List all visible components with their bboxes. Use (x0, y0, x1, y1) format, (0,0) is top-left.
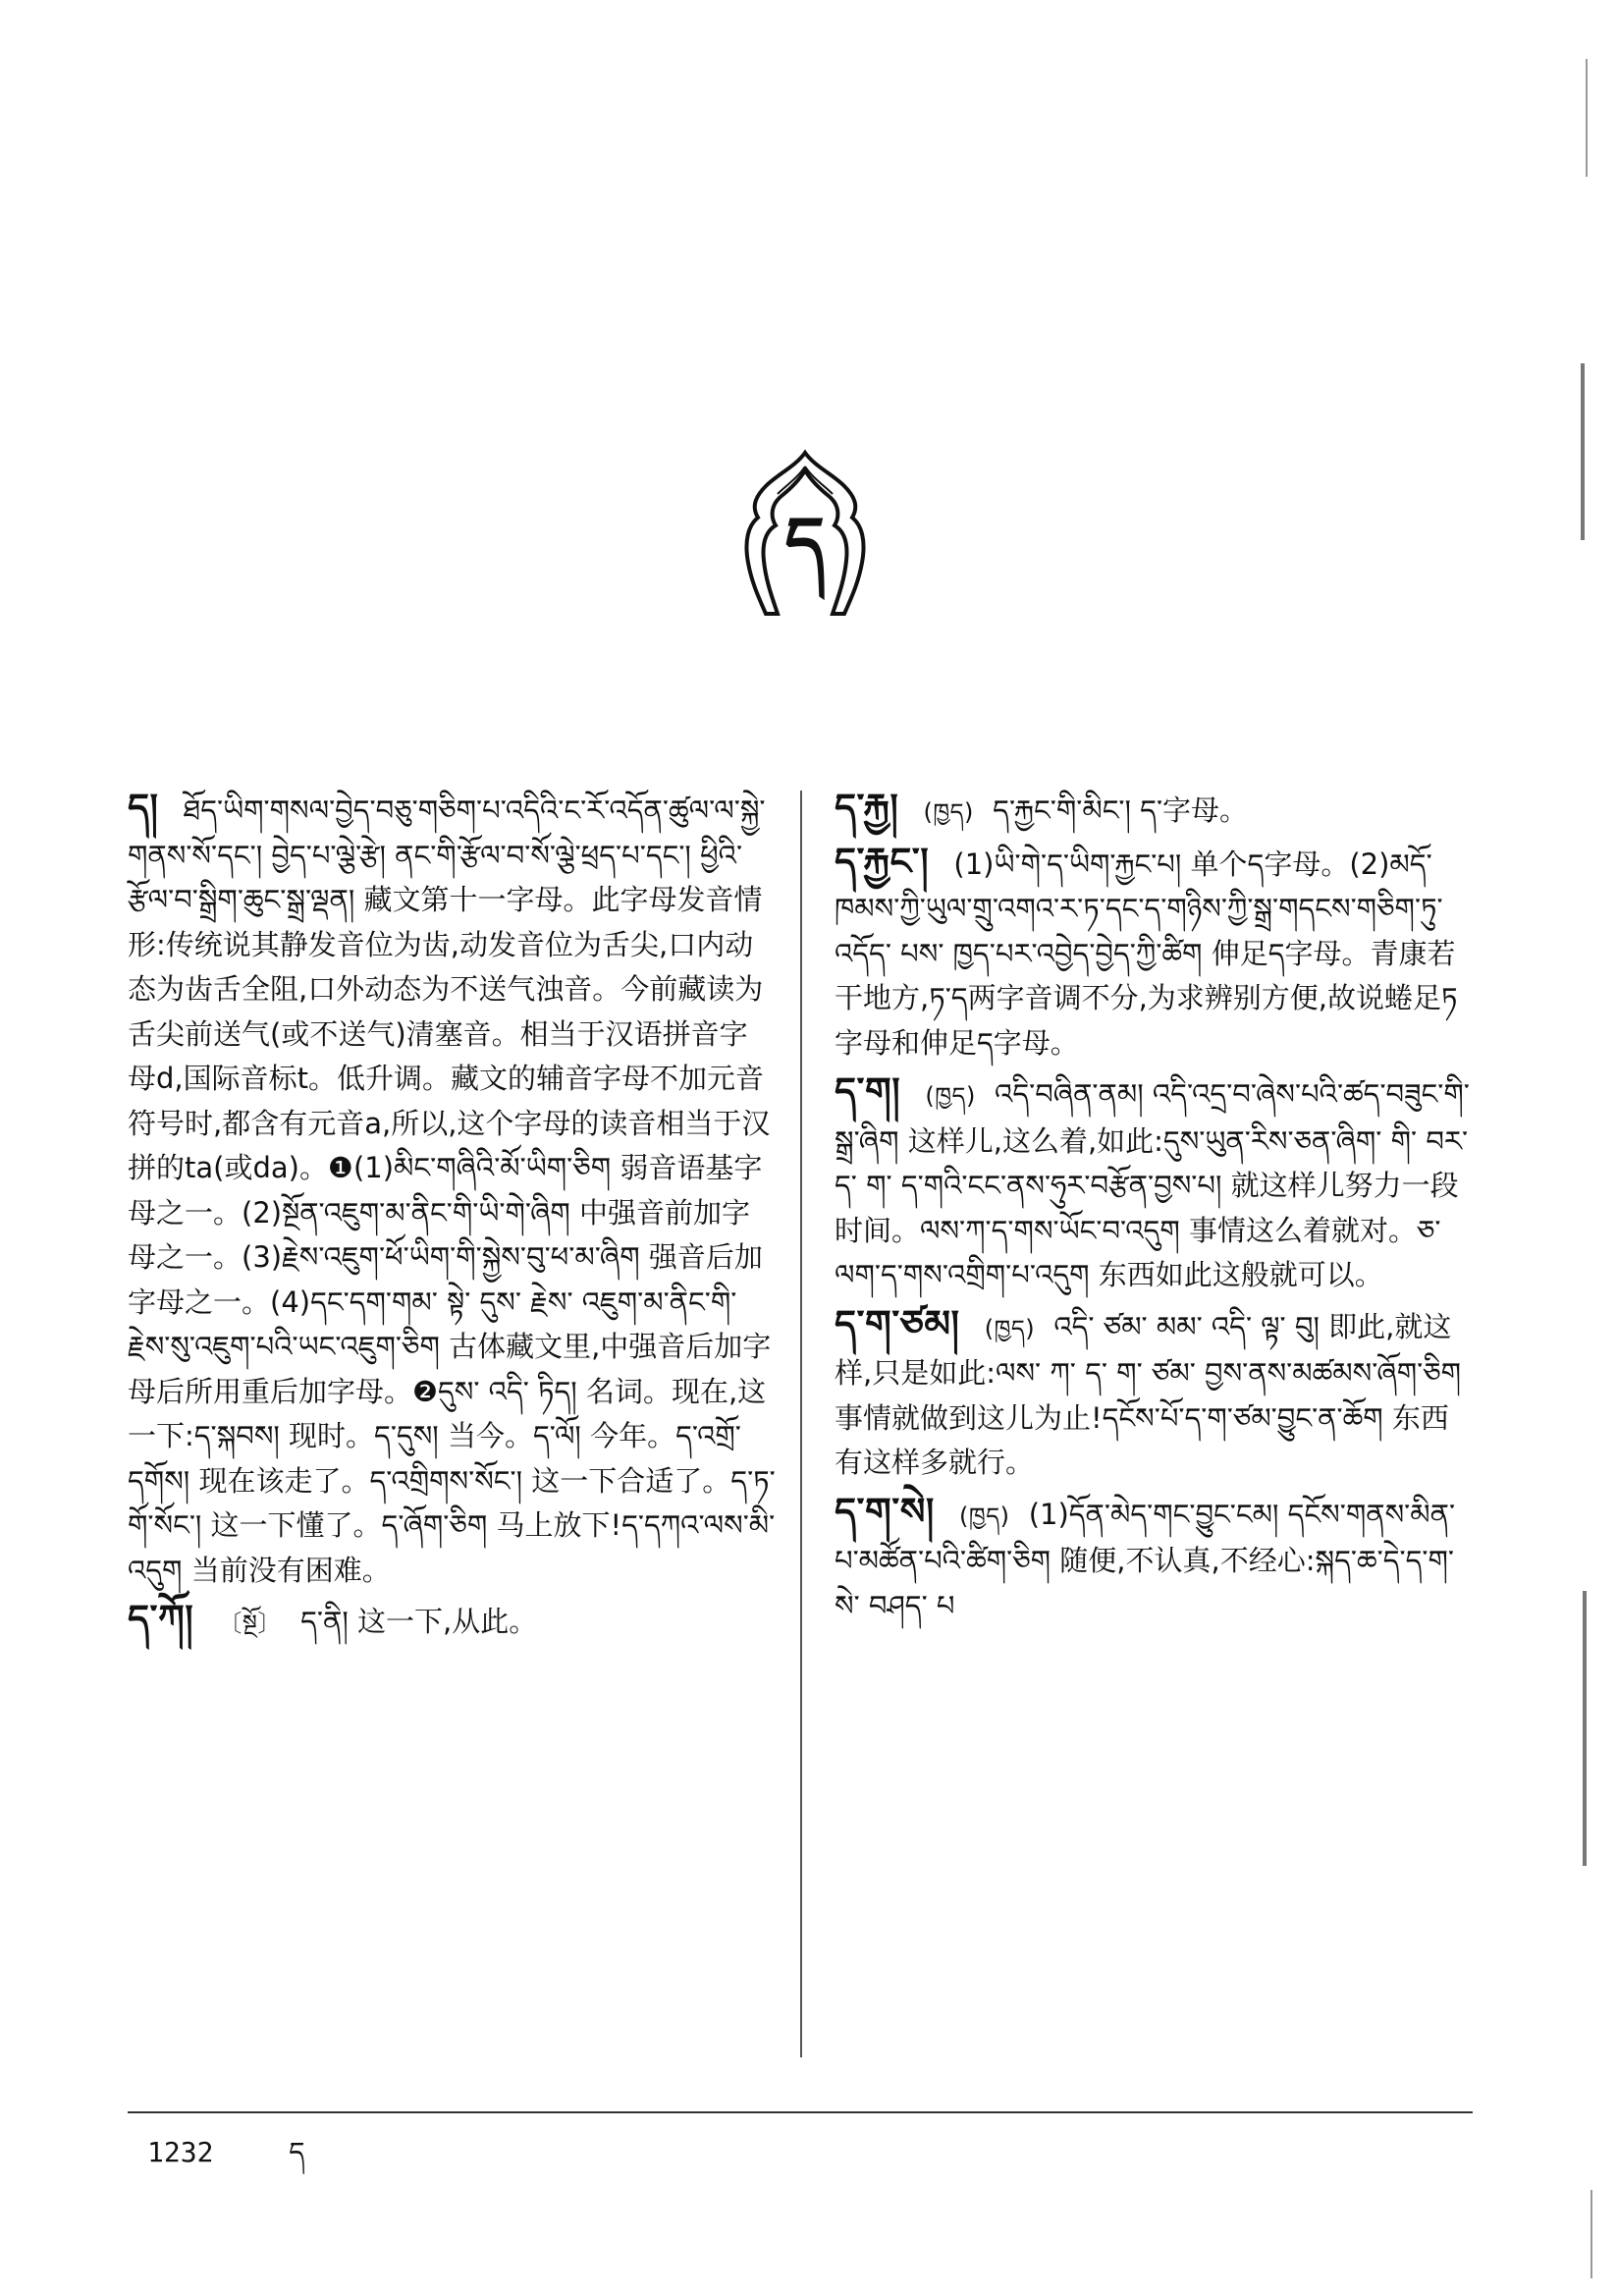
running-letter: ད (289, 2136, 306, 2168)
dictionary-entry (835, 1302, 1473, 1486)
entry-body: (1)དོན་མེད་གང་བྱུང་ངམ། དངོས་གནས་མིན་པ་མཚོན་པའི་ཚིག་ཅིག 随便,不认真,不经心:སྐད་ཆ་དེ་ད་ག་སེ་ བཤད་ པ (835, 1497, 1456, 1622)
scan-mark (1590, 2190, 1592, 2278)
dictionary-entry (835, 1069, 1473, 1298)
entry-headword: ད་ག་ཙམ། (835, 1301, 960, 1345)
section-letter: ད (784, 502, 826, 582)
left-column (128, 786, 776, 1651)
entry-part-of-speech: (ཁྱད) (923, 798, 974, 826)
entry-headword: ད། (128, 786, 159, 829)
column-divider (800, 791, 802, 2057)
entry-body: ད་རྐྱང་གི་མིང་། ད་字母。 (993, 793, 1249, 827)
page-number: 1232 (147, 2136, 214, 2168)
entry-body: (1)ཡི་གེ་ད་ཡིག་རྐྱང་པ། 单个ད字母。(2)མདོ་ཁམས་ཀྱི་ཡུལ་གྲུ་འགའ་ར་ཏ་དང་ད་གཉིས་ཀྱི་སྒྲ་གདངས་གཅིག་ཏུ་ འདོད་ པས་ ཁྱད་པར་འབྱེད་བྱེད་ཀྱི་ཚིག 伸足ད字母。青康若干地方,ཏ་ད两字音调不分,为求辨别方便,故说蜷足ཏ字母和伸足ད字母。 (835, 847, 1458, 1060)
entry-part-of-speech: 〔སྔོ〕 (218, 1610, 282, 1637)
dictionary-entry (128, 1597, 776, 1647)
entry-body: འདི་ ཙམ་ མམ་ འདི་ ལྟ་ བུ། 即此,就这样,只是如此:ལས་ ཀ་ ད་ ག་ ཙམ་ བྱས་ནས་མཚམས་ཞོག་ཅིག 事情就做到这儿为止!དངོས་པོ་ད་ག་ཙམ་བྱུང་ན་ཆོག 东西有这样多就行。 (835, 1309, 1462, 1479)
entry-headword: ད་ག། (835, 1069, 901, 1113)
entry-body: འདི་བཞིན་ནམ། འདི་འདྲ་བ་ཞེས་པའི་ཚད་བཟུང་གི་སྒྲ་ཞིག 这样儿,这么着,如此:དུས་ཡུན་རིས་ཅན་ཞིག་ གི་ བར་ ད་ ག་ ད་གའི་ངང་ནས་ཧུར་བརྩོན་བྱས་པ། 就这样儿努力一段时间。ལས་ཀ་ད་གས་ཡོང་བ་འདུག 事情这么着就对。ཅ་ལག་ད་གས་འགྲིག་པ་འདུག 东西如此这般就可以。 (835, 1077, 1470, 1291)
page-footer (147, 2121, 364, 2199)
footer-rule (128, 2111, 1473, 2113)
dictionary-entry (835, 1490, 1473, 1629)
section-emblem (727, 447, 884, 619)
scan-mark (1583, 1591, 1587, 1866)
dictionary-entry (835, 840, 1473, 1066)
right-column (835, 786, 1473, 1632)
entry-headword: ད་ཀོ། (128, 1597, 194, 1640)
entry-body: ཐོད་ཡིག་གསལ་བྱེད་བཅུ་གཅིག་པ་འདིའི་ང་རོ་འདོན་ཚུལ་ལ་སྐྱེ་གནས་སོ་དང་། བྱེད་པ་ལྕེ་རྩེ། ནང་གི་རྩོལ་བ་སོ་ལྕེ་ཕྲད་པ་དང་། ཕྱིའི་རྩོལ་བ་སྒྲིག་ཆུང་སྒྲ་ལྡན། 藏文第十一字母。此字母发音情形:传统说其静发音位为齿,动发音位为舌尖,口内动态为齿舌全阻,口外动态为不送气浊音。今前藏读为舌尖前送气(或不送气)清塞音。相当于汉语拼音字母d,国际音标t。低升调。藏文的辅音字母不加元音符号时,都含有元音a,所以,这个字母的读音相当于汉拼的ta(或da)。❶(1)མིང་གཞིའི་མོ་ཡིག་ཅིག 弱音语基字母之一。(2)སྔོན་འཇུག་མ་ནིང་གི་ཡི་གེ་ཞིག 中强音前加字母之一。(3)རྗེས་འཇུག་ཕོ་ཡིག་གི་སྐྱེས་བུ་ཕ་མ་ཞིག 强音后加字母之一。(4)དང་དག་གམ་ སྟེ་ དུས་ རྗེས་ འཇུག་མ་ནིང་གི་རྗེས་སུ་འཇུག་པའི་ཡང་འཇུག་ཅིག 古体藏文里,中强音后加字母后所用重后加字母。❷དུས་ འདི་ ཏིད། 名词。现在,这一下:ད་སྐབས། 现时。ད་དུས། 当今。ད་ལོ། 今年。ད་འགྲོ་དགོས། 现在该走了。ད་འགྲིགས་སོང་། 这一下合适了。ད་ཏ་གོ་སོང་། 这一下懂了。ད་ཞོག་ཅིག 马上放下!ད་དཀའ་ལས་མི་འདུག 当前没有困难。 (128, 793, 776, 1587)
entry-part-of-speech: (ཁྱད) (925, 1082, 976, 1110)
entry-headword: ད་རྐྱང་། (835, 839, 930, 883)
entry-part-of-speech: (ཁྱད) (959, 1502, 1010, 1530)
entry-headword: ད་རྐྱ། (835, 786, 899, 829)
dictionary-entry (128, 786, 776, 1593)
entry-body: ད་ནི། 这一下,从此。 (300, 1605, 538, 1638)
dictionary-entry (835, 786, 1473, 836)
entry-headword: ད་ག་སེ། (835, 1489, 935, 1533)
entry-part-of-speech: (ཁྱད) (984, 1314, 1036, 1342)
scan-mark (1586, 59, 1588, 177)
scan-mark (1581, 363, 1585, 540)
